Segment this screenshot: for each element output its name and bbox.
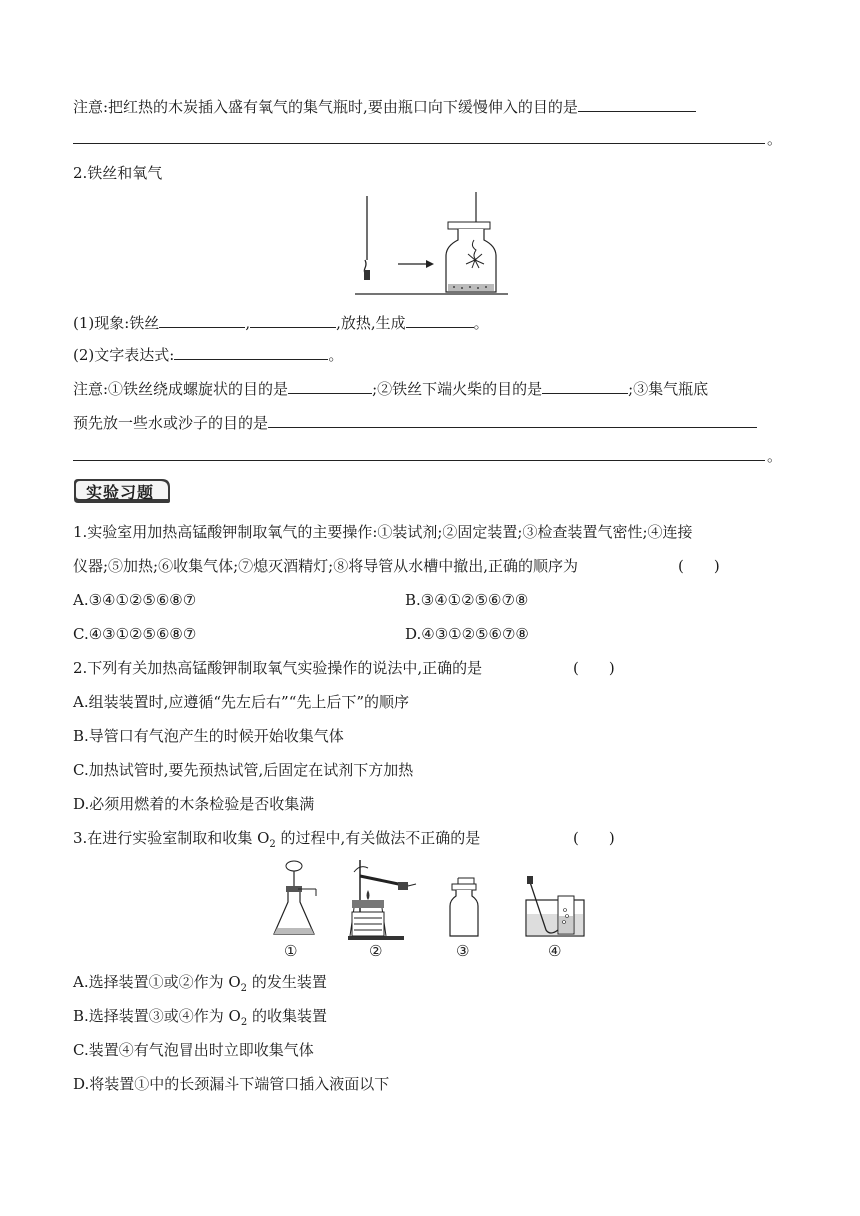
answer-blank[interactable] bbox=[268, 411, 757, 428]
note-carbon: 注意:把红热的木炭插入盛有氧气的集气瓶时,要由瓶口向下缓慢伸入的目的是 bbox=[73, 95, 696, 117]
answer-blank[interactable] bbox=[542, 377, 628, 394]
apparatus-diagram bbox=[268, 856, 588, 962]
apparatus-4 bbox=[526, 876, 584, 936]
exercise-section-badge bbox=[72, 477, 172, 505]
period-mark: 。 bbox=[767, 130, 783, 148]
q2-option-d[interactable]: D.必须用燃着的木条检验是否收集满 bbox=[73, 795, 315, 813]
q3-option-d[interactable]: D.将装置①中的长颈漏斗下端管口插入液面以下 bbox=[73, 1075, 390, 1093]
answer-blank[interactable] bbox=[250, 311, 336, 328]
answer-blank[interactable] bbox=[159, 311, 245, 328]
apparatus-3 bbox=[450, 878, 478, 936]
apparatus-label-2: ② bbox=[369, 942, 383, 960]
q2-option-a[interactable]: A.组装装置时,应遵循“先左后右”“先上后下”的顺序 bbox=[73, 693, 410, 711]
answer-blank[interactable] bbox=[406, 311, 474, 328]
q2-option-b[interactable]: B.导管口有气泡产生的时候开始收集气体 bbox=[73, 727, 344, 745]
q1-option-d[interactable]: D.④③①②⑤⑥⑦⑧ bbox=[405, 625, 529, 643]
iron-note-line: 注意:①铁丝绕成螺旋状的目的是 ;②铁丝下端火柴的目的是 ;③集气瓶底 bbox=[73, 377, 708, 399]
answer-blank[interactable] bbox=[288, 377, 372, 394]
q1-answer-paren[interactable]: ( ) bbox=[678, 557, 720, 575]
q3-option-b[interactable]: B.选择装置③或④作为 $O_2$ 的收集装置 bbox=[73, 1007, 328, 1028]
iron-note-line-2: 预先放一些水或沙子的目的是 bbox=[73, 411, 757, 433]
iron-section-title: 2.铁丝和氧气 bbox=[73, 164, 163, 182]
apparatus-label-3: ③ bbox=[456, 942, 470, 960]
expression-line: (2)文字表达式: 。 bbox=[73, 343, 343, 365]
q1-option-c[interactable]: C.④③①②⑤⑥⑧⑦ bbox=[73, 625, 197, 643]
apparatus-label-1: ① bbox=[284, 942, 298, 960]
phenomenon-line: (1)现象:铁丝 , ,放热,生成 。 bbox=[73, 311, 489, 333]
apparatus-label-4: ④ bbox=[548, 942, 562, 960]
iron-oxygen-diagram bbox=[350, 188, 520, 300]
q2-option-c[interactable]: C.加热试管时,要先预热试管,后固定在试剂下方加热 bbox=[73, 761, 414, 779]
badge-label: 实验习题 bbox=[86, 483, 155, 502]
q3-option-a[interactable]: A.选择装置①或②作为 $O_2$ 的发生装置 bbox=[73, 973, 327, 994]
apparatus-2 bbox=[348, 860, 416, 940]
q3-option-c[interactable]: C.装置④有气泡冒出时立即收集气体 bbox=[73, 1041, 314, 1059]
q3-stem: 3.在进行实验室制取和收集 $O_2$ 的过程中,有关做法不正确的是 bbox=[73, 829, 481, 850]
period-mark: 。 bbox=[767, 447, 783, 465]
q3-answer-paren[interactable]: ( ) bbox=[573, 829, 615, 847]
q1-stem-line2: 仪器;⑤加热;⑥收集气体;⑦熄灭酒精灯;⑧将导管从水槽中撤出,正确的顺序为 bbox=[73, 557, 578, 575]
q1-option-b[interactable]: B.③④①②⑤⑥⑦⑧ bbox=[405, 591, 529, 609]
answer-line[interactable] bbox=[73, 143, 765, 144]
q2-answer-paren[interactable]: ( ) bbox=[573, 659, 615, 677]
apparatus-1 bbox=[274, 861, 316, 934]
answer-blank[interactable] bbox=[578, 95, 696, 112]
answer-line[interactable] bbox=[73, 460, 765, 461]
q1-option-a[interactable]: A.③④①②⑤⑥⑧⑦ bbox=[73, 591, 197, 609]
q2-stem: 2.下列有关加热高锰酸钾制取氧气实验操作的说法中,正确的是 bbox=[73, 659, 483, 677]
q1-stem-line1: 1.实验室用加热高锰酸钾制取氧气的主要操作:①装试剂;②固定装置;③检查装置气密性;④连接 bbox=[73, 523, 693, 541]
answer-blank[interactable] bbox=[174, 343, 328, 360]
